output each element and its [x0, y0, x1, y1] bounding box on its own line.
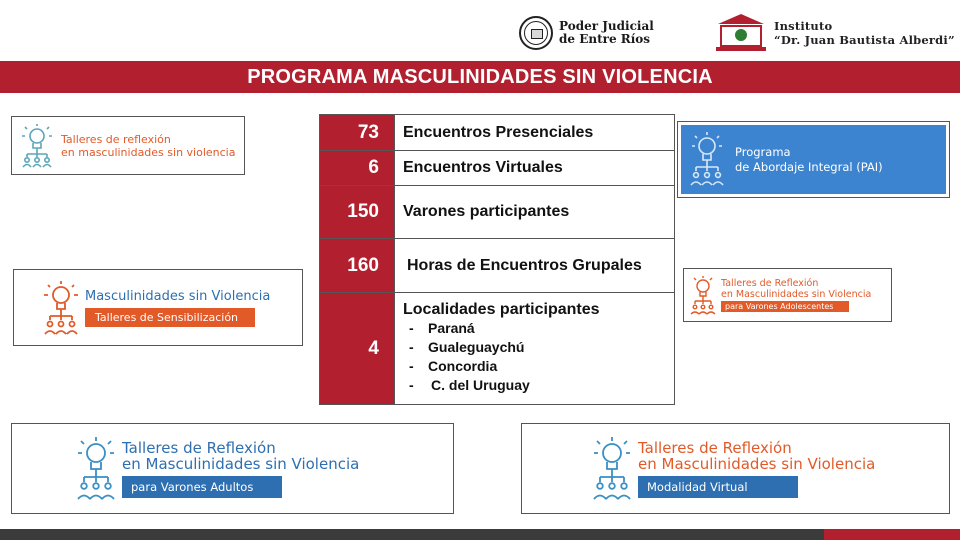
building-icon	[716, 14, 766, 52]
localidades-list	[403, 319, 530, 395]
stat-label: Localidades participantes	[403, 301, 600, 318]
card6-tag: Modalidad Virtual	[638, 476, 798, 498]
card3-line1: Programa	[735, 144, 791, 159]
judicial-seal-icon	[519, 16, 553, 50]
card6-line1: Talleres de Reflexión	[638, 438, 792, 457]
logo-card-pai	[677, 121, 950, 198]
card5-line1: Talleres de Reflexión	[122, 438, 276, 457]
logo-card-talleres-reflexion	[11, 116, 245, 175]
inst-line2: “Dr. Juan Bautista Alberdi”	[774, 33, 955, 47]
stat-value: 160	[320, 239, 395, 292]
stats-row	[320, 151, 674, 186]
card6-line2: en Masculinidades sin Violencia	[638, 454, 876, 473]
instituto-logo	[716, 14, 955, 52]
card5-tag: para Varones Adultos	[122, 476, 282, 498]
logo-card-adolescentes	[683, 268, 892, 322]
list-item: - C. del Uruguay	[409, 377, 530, 393]
lightbulb-people-icon	[76, 436, 116, 502]
footer-bar-red	[824, 529, 960, 540]
logo-card-masculinidades-sensibilizacion	[13, 269, 303, 346]
inst-line1: Instituto	[774, 19, 833, 33]
pj-line2: de Entre Ríos	[559, 32, 651, 46]
stat-label: Encuentros Virtuales	[403, 159, 563, 176]
stat-value: 73	[320, 115, 395, 150]
stat-value: 4	[320, 293, 395, 404]
logo-card-virtual	[521, 423, 950, 514]
card5-line2: en Masculinidades sin Violencia	[122, 454, 360, 473]
stat-value: 6	[320, 151, 395, 185]
page-title: PROGRAMA MASCULINIDADES SIN VIOLENCIA	[0, 61, 960, 93]
list-item: - Concordia	[409, 358, 498, 374]
stat-value: 150	[320, 186, 395, 238]
lightbulb-people-icon	[41, 280, 81, 336]
stats-row	[320, 239, 674, 293]
lightbulb-people-icon	[19, 123, 55, 169]
lightbulb-people-icon	[690, 275, 716, 315]
card2-line1: Masculinidades sin Violencia	[85, 289, 271, 304]
card1-line2: en masculinidades sin violencia	[61, 145, 236, 159]
logo-card-adultos	[11, 423, 454, 514]
stats-table	[319, 114, 675, 405]
lightbulb-people-icon	[592, 436, 632, 502]
localidades-cell	[395, 293, 674, 404]
stat-label: Horas de Encuentros Grupales	[407, 256, 642, 274]
card2-tag: Talleres de Sensibilización	[85, 308, 255, 327]
stats-row	[320, 293, 674, 404]
list-item: - Gualeguaychú	[409, 339, 525, 355]
card3-line2: de Abordaje Integral (PAI)	[735, 159, 883, 174]
card4-tag: para Varones Adolescentes	[721, 301, 849, 312]
poder-judicial-logo	[519, 16, 654, 50]
stats-row	[320, 115, 674, 151]
stat-label: Encuentros Presenciales	[403, 123, 594, 141]
card1-line1: Talleres de reflexión	[61, 132, 171, 146]
footer-bar-dark	[0, 529, 824, 540]
card4-line1: Talleres de Reflexión	[721, 278, 819, 289]
card4-line2: en Masculinidades sin Violencia	[721, 289, 872, 300]
stats-row	[320, 186, 674, 239]
list-item: - Paraná	[409, 320, 475, 336]
pj-line1: Poder Judicial	[559, 19, 654, 33]
stat-label: Varones participantes	[403, 203, 570, 220]
lightbulb-people-icon	[689, 131, 725, 189]
